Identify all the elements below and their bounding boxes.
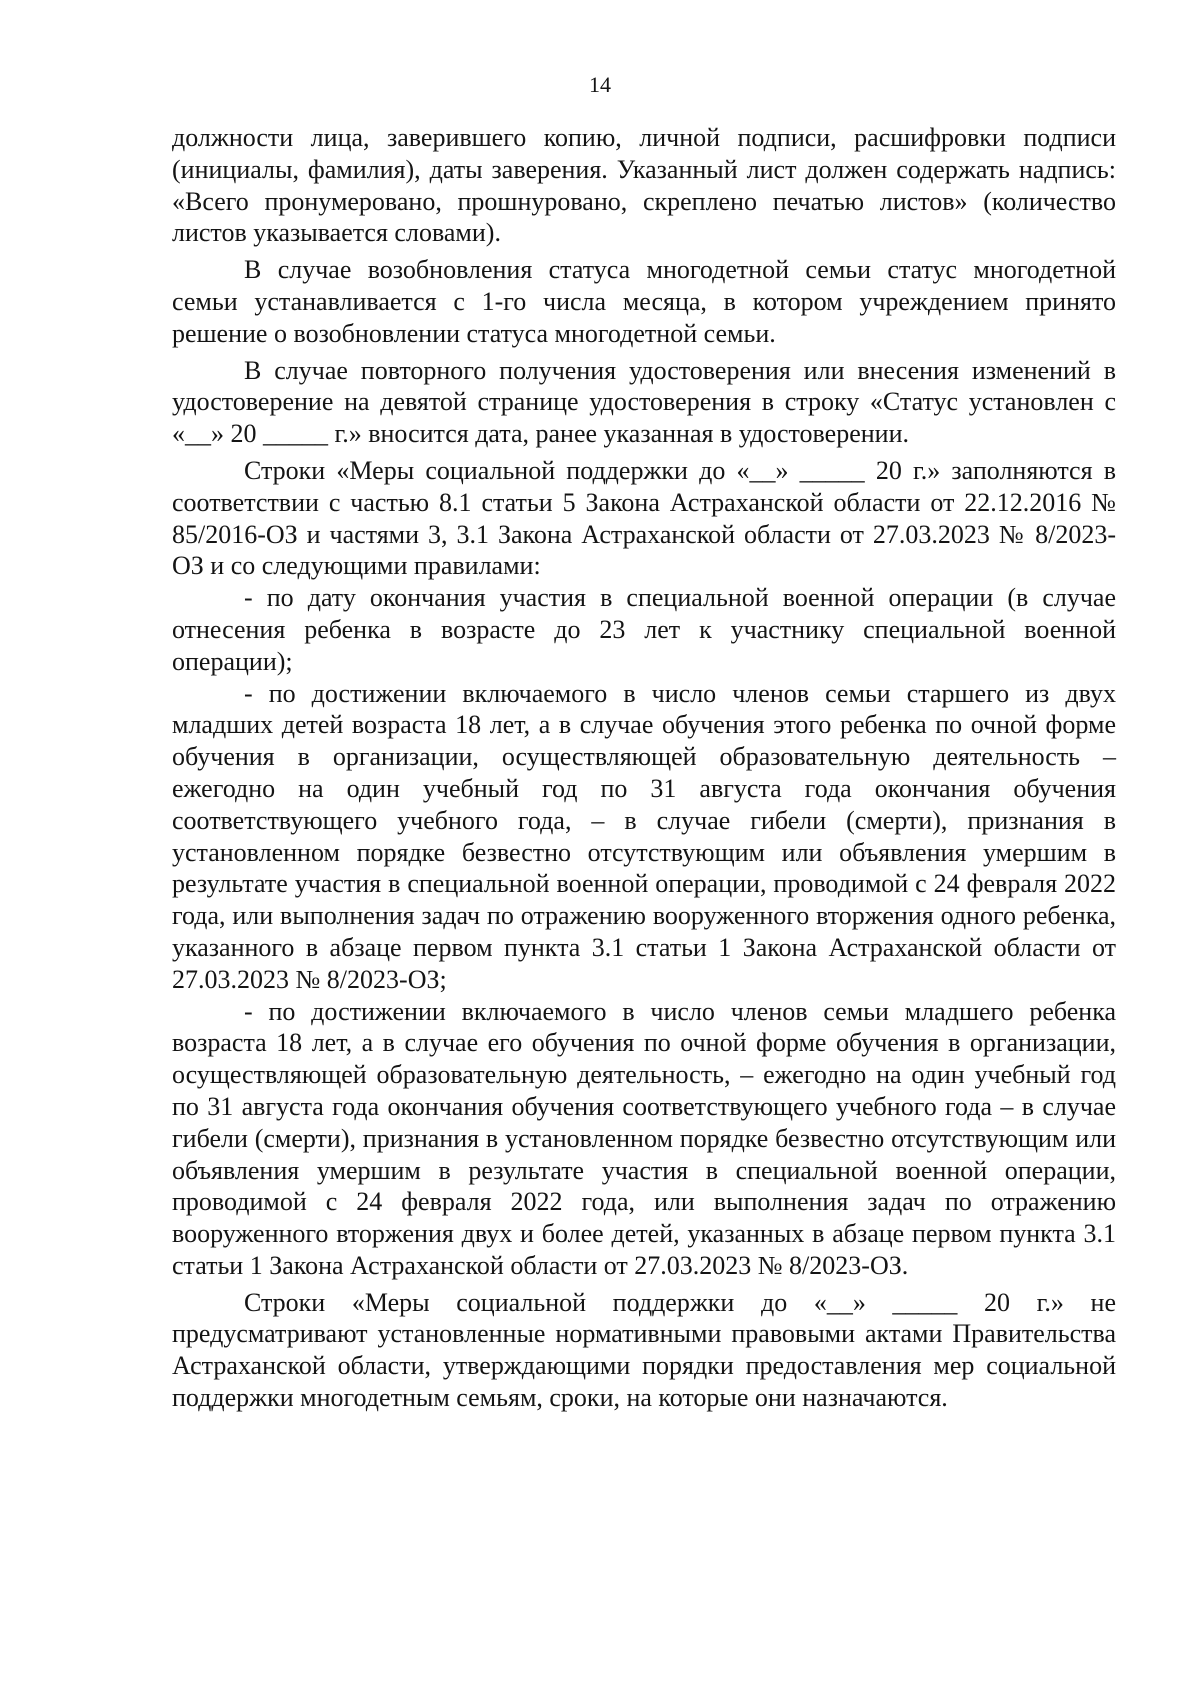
page-number: 14 — [589, 72, 611, 97]
list-item-military-operation: - по дату окончания участия в специальной военной операции (в случае отнесения ребенка в возрасте до 23 лет к участнику специальной военной операции); — [172, 583, 1116, 676]
document-body — [172, 122, 1116, 1414]
paragraph-reissue: В случае повторного получения удостоверения или внесения изменений в удостоверение на девятой странице удостоверения в строку «Статус установлен с «__» 20 _____ г.» вносится дата, ранее указанная в удостоверении. — [172, 355, 1116, 449]
paragraph-continuation: должности лица, заверившего копию, личной подписи, расшифровки подписи (инициалы, фамилия), даты заверения. Указанный лист должен содержать надпись: «Всего пронумеровано, прошнуровано, скреплено печатью листов» (количество листов указывается словами). — [172, 123, 1116, 248]
paragraph-support-rows-exception: Строки «Меры социальной поддержки до «__» _____ 20 г.» не предусматривают установленные нормативными правовыми актами Правительства Астраханской области, утверждающими порядки предоставления мер социальной поддержки многодетным семьям, сроки, на которые они назначаются. — [172, 1287, 1116, 1413]
paragraph-support-rows: Строки «Меры социальной поддержки до «__» _____ 20 г.» заполняются в соответствии с частью 8.1 статьи 5 Закона Астраханской области от 22.12.2016 № 85/2016-ОЗ и частями 3, 3.1 Закона Астраханской области от 27.03.2023 № 8/2023-ОЗ и со следующими правилами: — [172, 455, 1116, 581]
paragraph-status-renewal: В случае возобновления статуса многодетной семьи статус многодетной семьи устанавливается с 1-го числа месяца, в котором учреждением принято решение о возобновлении статуса многодетной семьи. — [172, 255, 1116, 348]
list-item-younger-child: - по достижении включаемого в число членов семьи младшего ребенка возраста 18 лет, а в случае его обучения по очной форме обучения в организации, осуществляющей образовательную деятельность, – ежегодно на один учебный год по 31 августа года окончания обучения соответствующего учебного года – в случае гибели (смерти), признания в установленном порядке безвестно отсутствующим или объявления умершим в результате участия в специальной военной операции, проводимой с 24 февраля 2022 года, или выполнения задач по отражению вооруженного вторжения двух и более детей, указанных в абзаце первом пункта 3.1 статьи 1 Закона Астраханской области от 27.03.2023 № 8/2023-ОЗ. — [172, 996, 1116, 1280]
list-item-older-child: - по достижении включаемого в число членов семьи старшего из двух младших детей возраста 18 лет, а в случае обучения этого ребенка по очной форме обучения в организации, осуществляющей образовательную деятельность – ежегодно на один учебный год по 31 августа года окончания обучения соответствующего учебного года, – в случае гибели (смерти), признания в установленном порядке безвестно отсутствующим или объявления умершим в результате участия в специальной военной операции, проводимой с 24 февраля 2022 года, или выполнения задач по отражению вооруженного вторжения одного ребенка, указанного в абзаце первом пункта 3.1 статьи 1 Закона Астраханской области от 27.03.2023 № 8/2023-ОЗ; — [172, 678, 1116, 994]
